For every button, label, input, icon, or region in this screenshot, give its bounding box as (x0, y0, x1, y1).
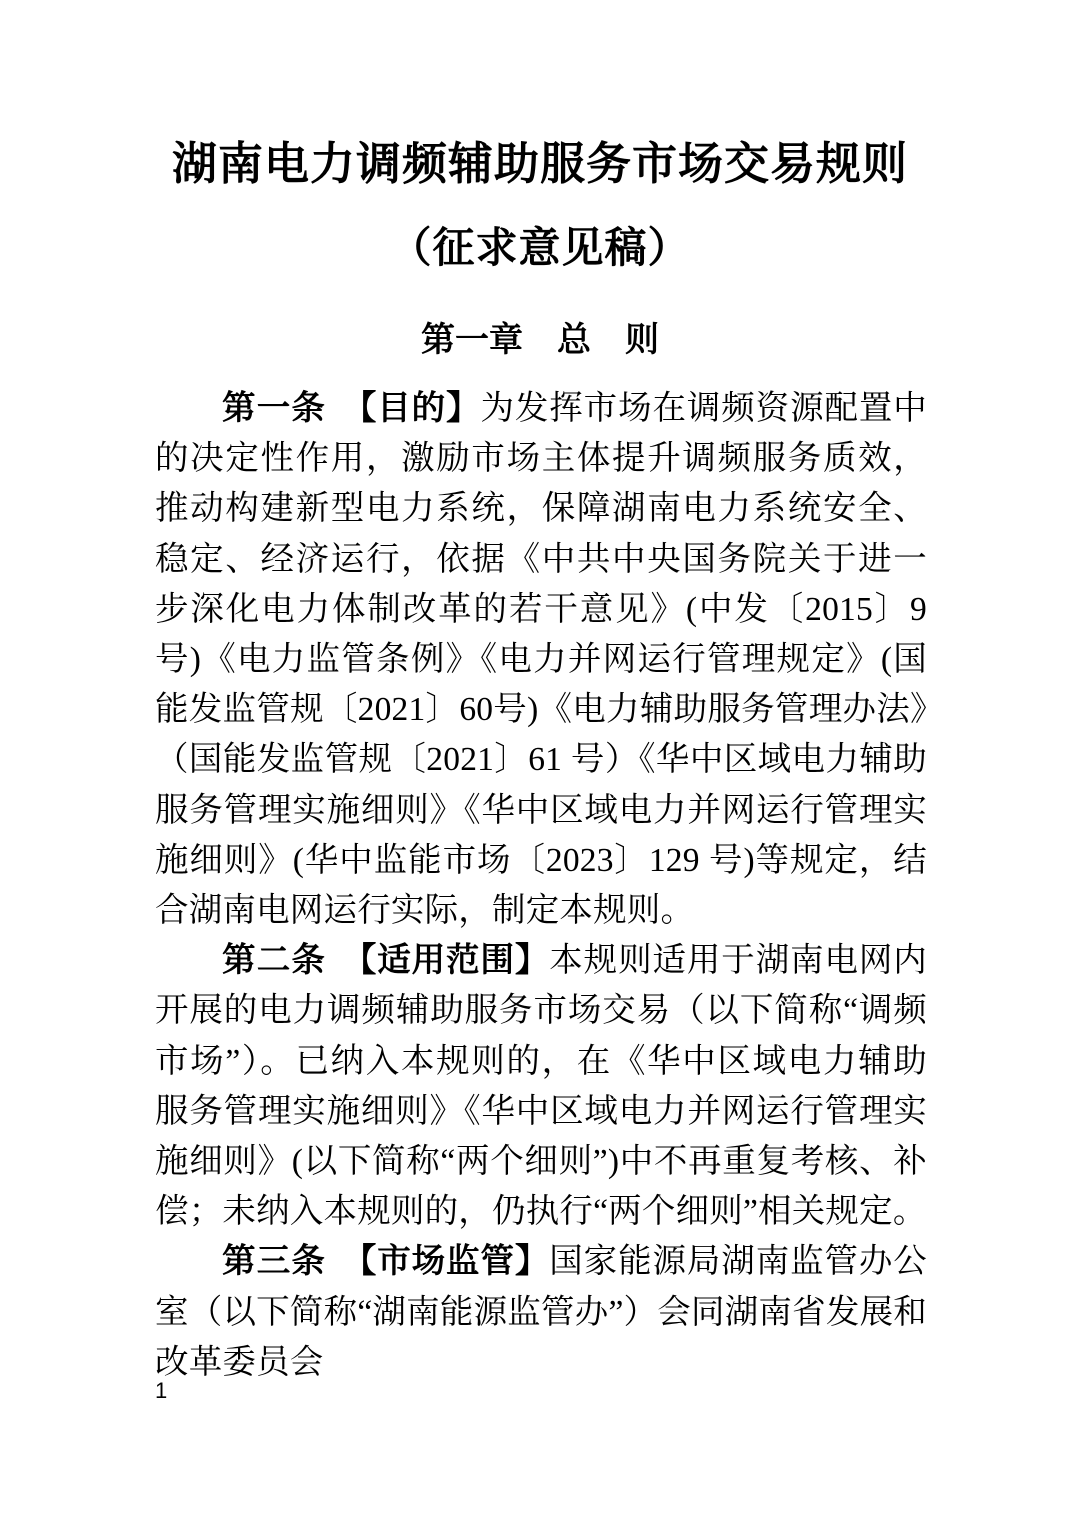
article-2 (155, 936, 927, 1237)
page-number: 1 (155, 1378, 168, 1403)
document-subtitle: （征求意见稿） (389, 226, 691, 272)
article-1-text: 为发挥市场在调频资源配置中的决定性作用，激励市场主体提升调频服务质效，推动构建新型电力系统，保障湖南电力系统安全、稳定、经济运行，依据《中共中央国务院关于进一步深化电力体制改革的若干意见》(中发〔2015〕9号)《电力监管条例》《电力并网运行管理规定》(国能发监管规〔2021〕60号)《电力辅助服务管理办法》（国能发监管规〔2021〕61 号）《华中区域电力辅助服务管理实施细则》《华中区域电力并网运行管理实施细则》(华中监能市场〔2023〕129 号)等规定，结合湖南电网运行实际，制定本规则。 (155, 390, 927, 930)
article-1-label: 第一条 (222, 390, 327, 427)
article-2-tag: 【适用范围】 (342, 942, 550, 980)
article-3-tag: 【市场监管】 (342, 1243, 550, 1281)
document-body (155, 384, 927, 1388)
article-2-text: 本规则适用于湖南电网内开展的电力调频辅助服务市场交易（以下简称“调频市场”）。已纳入本规则的，在《华中区域电力辅助服务管理实施细则》《华中区域电力并网运行管理实施细则》(以下简称“两个细则”)中不再重复考核、补偿；未纳入本规则的，仍执行“两个细则”相关规定。 (155, 942, 928, 1231)
chapter-heading: 第一章 总 则 (421, 321, 659, 359)
article-3 (155, 1237, 927, 1388)
article-2-label: 第二条 (222, 942, 327, 980)
article-1-tag: 【目的】 (342, 390, 481, 427)
page-title: 湖南电力调频辅助服务市场交易规则 (171, 139, 908, 189)
article-1 (155, 384, 927, 936)
article-3-label: 第三条 (222, 1243, 327, 1281)
article-3-text: 国家能源局湖南监管办公室（以下简称“湖南能源监管办”）会同湖南省发展和改革委员会 (155, 1243, 928, 1381)
